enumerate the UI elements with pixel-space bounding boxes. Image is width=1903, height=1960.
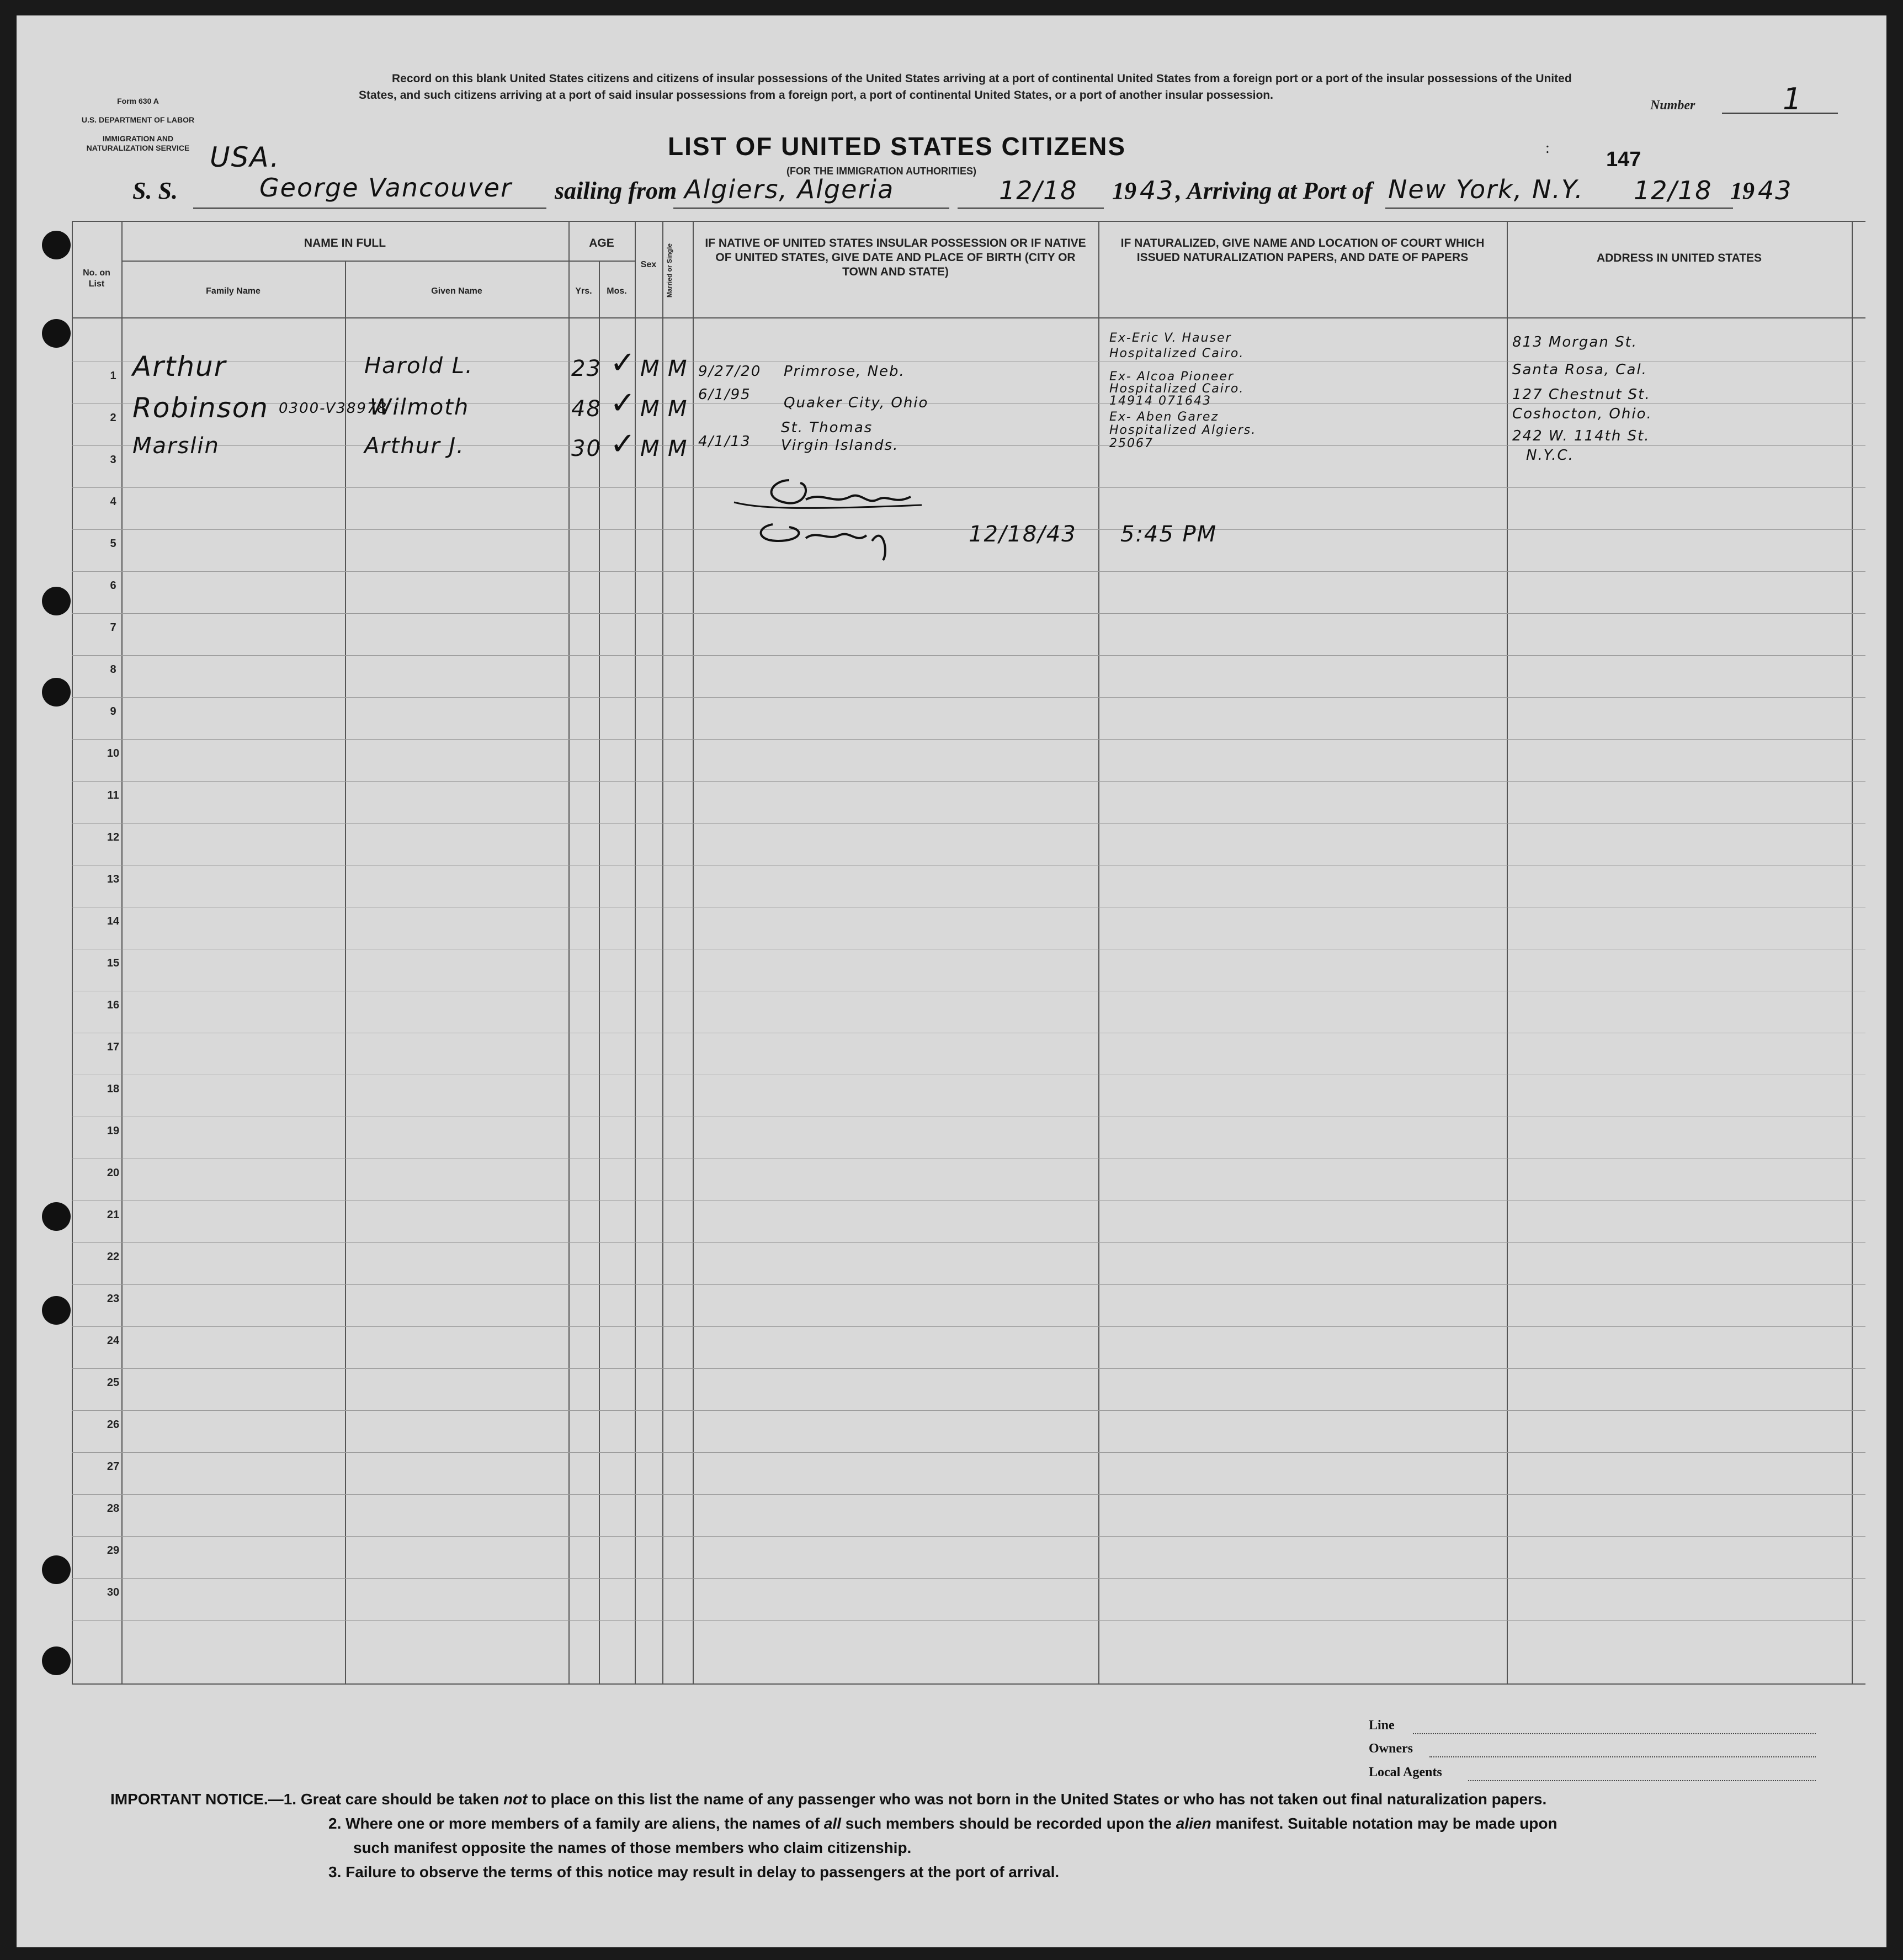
sail-year-prefix: 19: [1112, 177, 1136, 204]
col-divider: [662, 221, 663, 1683]
important-notice: [110, 1787, 1865, 1884]
birth-place-cell: Primrose, Neb.: [784, 363, 905, 380]
naturalization-note: Hospitalized Cairo.: [1109, 347, 1245, 360]
page-subtitle: (FOR THE IMMIGRATION AUTHORITIES): [786, 166, 976, 177]
marital-cell: M: [668, 436, 688, 461]
preamble: Record on this blank United States citizens and citizens of insular possessions of the United States arriving at a port of continental United States from a foreign port or a port of the insular possessions of the United States, and such citizens arriving at a port of said insular possessions from a foreign port, a port of continental United States, or a port of another insular possession.: [359, 72, 1572, 102]
local-agents-label: Local Agents: [1369, 1765, 1442, 1780]
notice-line-2: [110, 1812, 1865, 1836]
stamp-mark: :: [1545, 140, 1550, 157]
page-title: LIST OF UNITED STATES CITIZENS: [668, 132, 1126, 161]
row-number: 4: [110, 496, 116, 508]
age-group-rule: [568, 261, 635, 262]
inspection-time: 5:45 PM: [1120, 522, 1218, 547]
header-married-single: Married or Single: [666, 243, 673, 298]
family-name-cell: Arthur: [132, 350, 227, 383]
row-number: 15: [107, 957, 120, 969]
binder-hole: [42, 1646, 71, 1675]
header-name-in-full: NAME IN FULL: [304, 237, 386, 249]
row-rule: [72, 739, 1865, 740]
notice-line-1: [110, 1787, 1865, 1812]
age-cell: 23: [571, 356, 602, 381]
arrival-year: 43: [1758, 176, 1793, 205]
row-number: 23: [107, 1293, 120, 1305]
col-divider: [693, 221, 694, 1683]
col-divider: [1507, 221, 1508, 1683]
ship-name: George Vancouver: [259, 173, 513, 203]
row-rule: [72, 1410, 1865, 1411]
row-number: 24: [107, 1335, 120, 1347]
notice-1-lead: 1. Great care should be taken: [283, 1791, 504, 1808]
row-rule: [72, 1284, 1865, 1285]
ship-flag: USA.: [210, 141, 280, 173]
row-number: 5: [110, 538, 116, 550]
citizen-check: ✓: [610, 345, 637, 381]
row-rule: [72, 571, 1865, 572]
naturalization-ship: Ex-Eric V. Hauser: [1109, 331, 1232, 345]
row-number: 13: [107, 873, 120, 885]
address-city: Coshocton, Ohio.: [1512, 406, 1652, 422]
header-naturalized: IF NATURALIZED, GIVE NAME AND LOCATION OF COURT WHICH ISSUED NATURALIZATION PAPERS, AND DATE OF PAPERS: [1120, 237, 1485, 264]
notice-1-emphasis: not: [503, 1791, 528, 1808]
naturalization-ship: Ex- Alcoa Pioneer: [1109, 370, 1234, 384]
notice-line-2-cont: such manifest opposite the names of those members who claim citizenship.: [353, 1839, 912, 1856]
arrival-date-line: [1518, 208, 1725, 209]
birth-date-cell: 4/1/13: [698, 433, 751, 450]
given-name-cell: Wilmoth: [370, 395, 470, 420]
address-street: 127 Chestnut St.: [1512, 386, 1651, 403]
line-label: Line: [1369, 1718, 1395, 1733]
row-rule: [72, 445, 1865, 446]
header-yrs: Yrs.: [575, 286, 592, 296]
table-left-edge: [72, 221, 73, 1683]
binder-hole: [42, 1202, 71, 1231]
row-rule: [72, 697, 1865, 698]
row-number: 2: [110, 412, 116, 424]
sail-date-line: [958, 208, 1104, 209]
number-label: Number: [1650, 98, 1695, 113]
birth-date-cell: 9/27/20: [698, 363, 762, 380]
given-name-cell: Arthur J.: [364, 433, 465, 459]
address-street: 813 Morgan St.: [1512, 334, 1638, 350]
table-bottom-rule: [72, 1683, 1865, 1685]
header-no-on-list: No. on List: [83, 268, 110, 289]
row-number: 30: [107, 1586, 120, 1598]
line-field: [1413, 1733, 1816, 1734]
list-number: 1: [1783, 82, 1803, 116]
row-number: 12: [107, 831, 120, 843]
notice-2-emphasis: all: [823, 1815, 841, 1832]
inspector-signature: [723, 458, 955, 563]
sail-year: 43: [1140, 176, 1174, 205]
citizen-check: ✓: [610, 385, 637, 421]
row-rule: [72, 1326, 1865, 1327]
row-number: 10: [107, 747, 120, 759]
name-group-rule: [121, 261, 618, 262]
binder-hole: [42, 1555, 71, 1584]
ss-label: S. S.: [132, 177, 178, 204]
header-given-name: Given Name: [431, 286, 482, 296]
from-port: Algiers, Algeria: [684, 174, 895, 204]
binder-hole: [42, 678, 71, 707]
header-address: ADDRESS IN UNITED STATES: [1596, 252, 1762, 264]
family-name-cell: Marslin: [132, 433, 220, 459]
arrival-date: 12/18: [1634, 176, 1713, 205]
sex-cell: M: [640, 356, 661, 381]
row-number: 22: [107, 1251, 120, 1263]
naturalization-number: 14914 071643: [1109, 394, 1211, 408]
row-number: 20: [107, 1167, 120, 1179]
birth-date-cell: 6/1/95: [698, 386, 751, 403]
form-identification: [75, 87, 201, 162]
row-rule: [72, 1578, 1865, 1579]
age-cell: 48: [571, 396, 602, 422]
marital-cell: M: [668, 356, 688, 381]
row-rule: [72, 613, 1865, 614]
row-number: 19: [107, 1125, 120, 1137]
notice-line-3: 3. Failure to observe the terms of this notice may result in delay to passengers at the port of arrival.: [328, 1863, 1060, 1881]
notice-1-rest: to place on this list the name of any passenger who was not born in the United States or who has not taken out final naturalization papers.: [527, 1791, 1547, 1808]
row-number: 21: [107, 1209, 120, 1221]
arrival-port: New York, N.Y.: [1388, 174, 1584, 204]
header-age: AGE: [589, 237, 614, 249]
row-number: 16: [107, 999, 120, 1011]
service: IMMIGRATION AND NATURALIZATION SERVICE: [86, 134, 190, 152]
birth-place-cell: Quaker City, Ohio: [784, 395, 929, 411]
local-agents-field: [1468, 1780, 1816, 1781]
sex-cell: M: [640, 436, 661, 461]
binder-hole: [42, 231, 71, 259]
naturalization-note: Hospitalized Algiers.: [1109, 423, 1257, 437]
birth-place-line-2: Virgin Islands.: [781, 437, 899, 454]
header-sex: Sex: [640, 260, 657, 269]
notice-2-lead: 2. Where one or more members of a family are aliens, the names of: [328, 1815, 824, 1832]
address-city: N.Y.C.: [1526, 447, 1574, 464]
manifest-sheet: [17, 15, 1886, 1947]
binder-hole: [42, 1296, 71, 1325]
table-right-edge: [1852, 221, 1853, 1683]
binder-hole: [42, 319, 71, 348]
col-divider: [568, 221, 570, 1683]
row-rule: [72, 655, 1865, 656]
header-family-name: Family Name: [206, 286, 261, 296]
arrival-year-prefix: 19: [1730, 177, 1755, 204]
row-number: 11: [107, 789, 119, 801]
row-number: 8: [110, 663, 116, 676]
binder-hole: [42, 587, 71, 615]
sailing-label: sailing from: [555, 177, 677, 204]
owners-field: [1429, 1756, 1816, 1757]
table-header-rule: [72, 317, 1865, 318]
row-rule: [72, 1452, 1865, 1453]
row-rule: [72, 823, 1865, 824]
row-number: 29: [107, 1544, 120, 1557]
notice-2-rest: manifest. Suitable notation may be made upon: [1211, 1815, 1558, 1832]
marital-cell: M: [668, 396, 688, 422]
row-number: 28: [107, 1502, 120, 1515]
address-street: 242 W. 114th St.: [1512, 428, 1650, 444]
sail-date: 12/18: [999, 176, 1078, 205]
col-divider: [345, 261, 346, 1683]
birth-place-line-1: St. Thomas: [781, 419, 873, 436]
department: U.S. DEPARTMENT OF LABOR: [81, 115, 195, 124]
row-number: 3: [110, 454, 116, 466]
row-number: 7: [110, 622, 116, 634]
naturalization-note: Hospitalized Cairo.: [1109, 382, 1245, 396]
col-divider: [599, 261, 600, 1683]
table-top-rule: [72, 221, 1865, 222]
inspection-date: 12/18/43: [969, 522, 1077, 547]
naturalization-number: 25067: [1109, 437, 1154, 450]
row-number: 1: [110, 370, 116, 382]
family-name-cell: Robinson: [132, 392, 269, 424]
address-city: Santa Rosa, Cal.: [1512, 362, 1647, 378]
row-rule: [72, 1242, 1865, 1243]
row-rule: [72, 1620, 1865, 1621]
manifest-table: [72, 221, 1865, 1683]
row-rule: [72, 1536, 1865, 1537]
row-rule: [72, 1368, 1865, 1369]
given-name-cell: Harold L.: [364, 353, 474, 379]
row-number: 6: [110, 580, 116, 592]
col-divider: [1098, 221, 1099, 1683]
row-number: 26: [107, 1419, 120, 1431]
row-rule: [72, 781, 1865, 782]
notice-2-emphasis-2: alien: [1176, 1815, 1211, 1832]
row-number: 17: [107, 1041, 120, 1053]
sheet-number: 147: [1606, 148, 1641, 171]
row-number: 25: [107, 1377, 120, 1389]
record-annotation: 0300-V38978: [279, 400, 387, 417]
row-rule: [72, 1494, 1865, 1495]
ship-name-line: [193, 208, 546, 209]
row-number: 9: [110, 705, 116, 718]
notice-2-mid: such members should be recorded upon the: [841, 1815, 1176, 1832]
row-number: 18: [107, 1083, 120, 1095]
notice-title: IMPORTANT NOTICE.—: [110, 1791, 284, 1808]
row-rule: [72, 487, 1865, 488]
header-birth: IF NATIVE OF UNITED STATES INSULAR POSSESSION OR IF NATIVE OF UNITED STATES, GIVE DATE AND PLACE OF BIRTH (CITY OR TOWN AND STATE): [705, 237, 1086, 278]
age-cell: 30: [571, 436, 602, 461]
number-underline: [1722, 113, 1838, 114]
form-number: Form 630 A: [117, 97, 159, 105]
from-port-line: [673, 208, 949, 209]
naturalization-ship: Ex- Aben Garez: [1109, 410, 1219, 424]
header-mos: Mos.: [607, 286, 627, 296]
row-number: 27: [107, 1460, 120, 1473]
arriving-label: , Arriving at Port of: [1176, 177, 1373, 204]
owners-label: Owners: [1369, 1741, 1413, 1756]
citizen-check: ✓: [610, 426, 637, 462]
row-number: 14: [107, 915, 120, 927]
sex-cell: M: [640, 396, 661, 422]
